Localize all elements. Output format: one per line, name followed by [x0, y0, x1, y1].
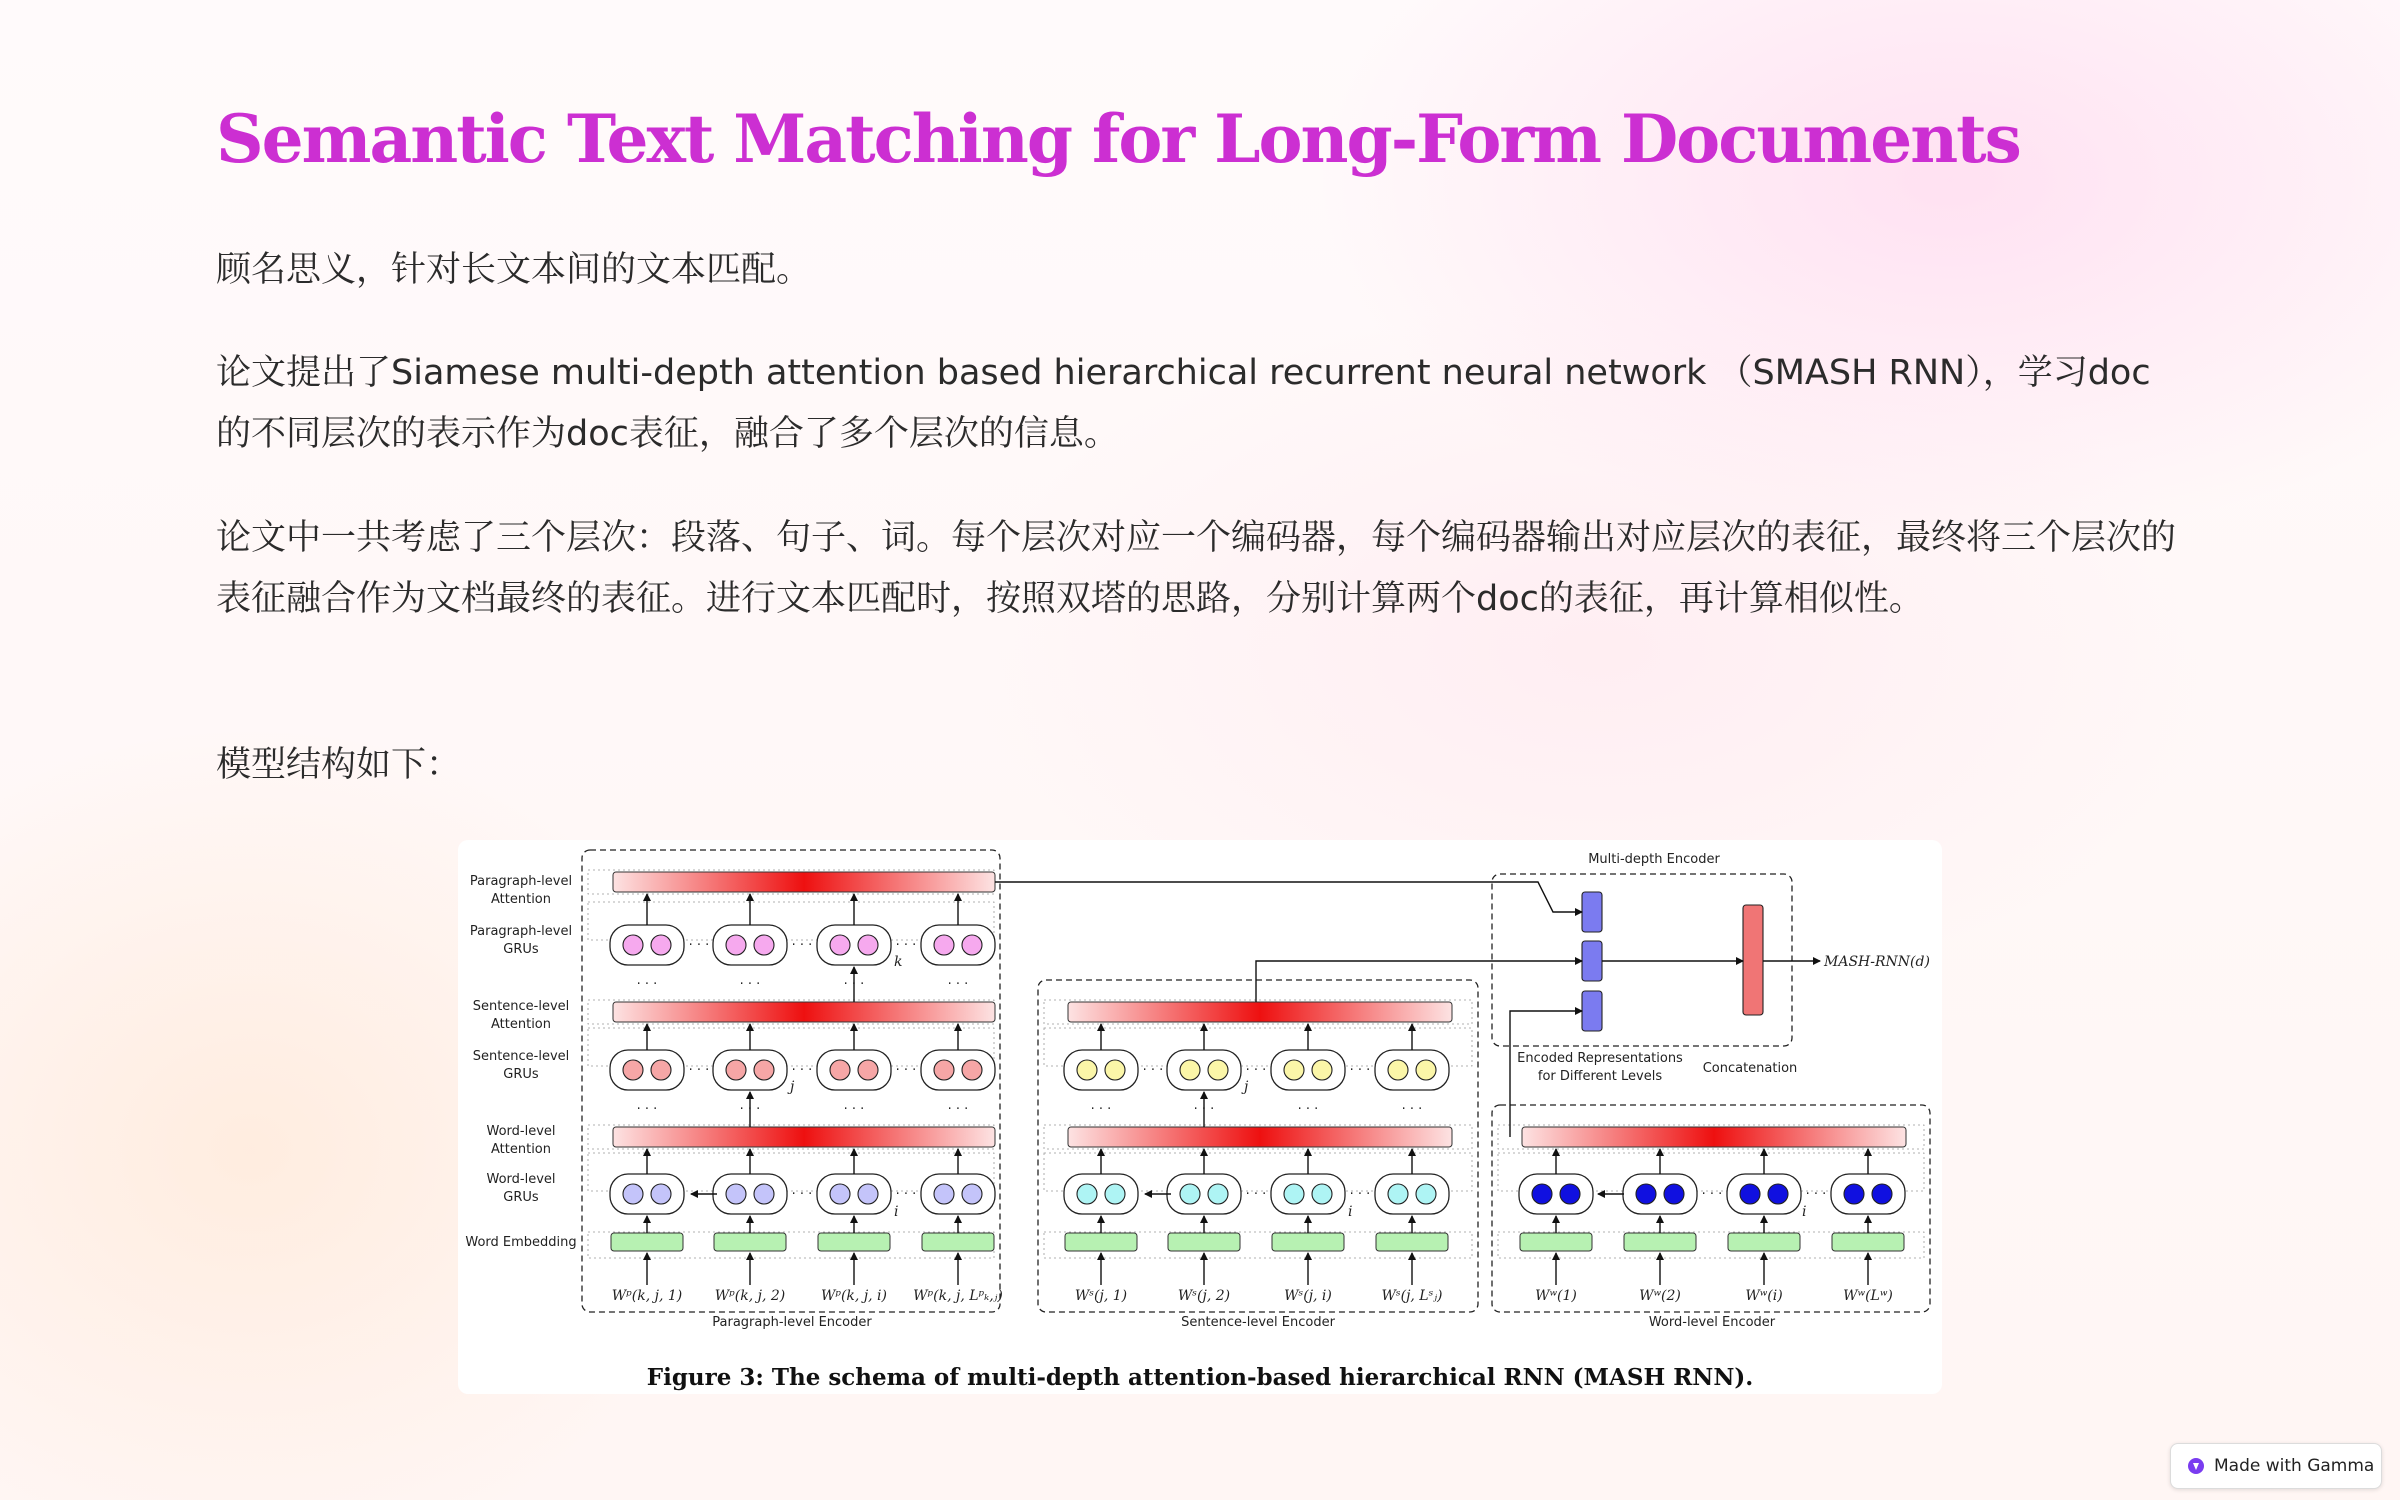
- sentence-gru-p-1-unit-1: [623, 1060, 643, 1080]
- label-sentence-grus-line-2: GRUs: [503, 1067, 539, 1082]
- word-gru-w-2-cell: [1623, 1174, 1697, 1214]
- hdots-s-5: · · ·: [1349, 1187, 1371, 1202]
- sentence-attention-bar-p: [613, 1002, 995, 1022]
- word-gru-s-1-unit-2: [1105, 1184, 1125, 1204]
- embedding-p-4: [922, 1233, 994, 1251]
- word-gru-w-1-unit-1: [1532, 1184, 1552, 1204]
- hdots-p-8: · · ·: [895, 1187, 917, 1202]
- sentence-gru-p-3-unit-2: [858, 1060, 878, 1080]
- hdots-p-5: · · ·: [791, 1063, 813, 1078]
- word-gru-s-1-cell: [1064, 1174, 1138, 1214]
- vdots-p-mid-1: · · ·: [636, 1102, 658, 1117]
- hdots-w-1: · · ·: [1701, 1187, 1723, 1202]
- word-gru-p-2-unit-1: [726, 1184, 746, 1204]
- sentence-gru-p-2-unit-2: [754, 1060, 774, 1080]
- word-gru-s-1-unit-1: [1077, 1184, 1097, 1204]
- label-sentence-attention-line-2: Attention: [491, 1017, 551, 1032]
- level-representation-2: [1582, 941, 1602, 981]
- paragraph-gru-4-cell: [921, 925, 995, 965]
- paragraph-encoder-label: Paragraph-level Encoder: [712, 1315, 872, 1330]
- encoded-representations-label-line-2: for Different Levels: [1537, 1069, 1663, 1084]
- sentence-gru-s-3-cell: [1271, 1050, 1345, 1090]
- embedding-s-3: [1272, 1233, 1344, 1251]
- sentence-gru-s-1-unit-1: [1077, 1060, 1097, 1080]
- paragraph-gru-3-cell: [817, 925, 891, 965]
- hdots-s-4: · · ·: [1245, 1187, 1267, 1202]
- multi-depth-encoder-label: Multi-depth Encoder: [1588, 852, 1720, 867]
- paragraph-gru-3-unit-2: [858, 935, 878, 955]
- hdots-p-6: · · ·: [895, 1063, 917, 1078]
- label-paragraph-grus-line-1: Paragraph-level: [469, 924, 573, 939]
- word-gru-w-2-unit-2: [1664, 1184, 1684, 1204]
- sentence-gru-p-1-unit-2: [651, 1060, 671, 1080]
- hdots-s-3: · · ·: [1349, 1063, 1371, 1078]
- paragraph-intro: 顾名思义，针对长文本间的文本匹配。: [216, 250, 812, 290]
- word-gru-w-4-cell: [1831, 1174, 1905, 1214]
- architecture-diagram: [458, 840, 1942, 1394]
- paragraph-input-2: Wᵖ(k, j, 2): [714, 1288, 786, 1304]
- word-gru-s-4-unit-2: [1416, 1184, 1436, 1204]
- paragraph-input-1: Wᵖ(k, j, 1): [611, 1288, 683, 1304]
- paragraph-gru-1-unit-2: [651, 935, 671, 955]
- word-gru-p-3-cell: [817, 1174, 891, 1214]
- sentence-gru-s-4-cell: [1375, 1050, 1449, 1090]
- hdots-p-4: · · ·: [688, 1063, 710, 1078]
- word-input-3: Wʷ(i): [1745, 1288, 1783, 1304]
- vdots-s-3: · · ·: [1297, 1102, 1319, 1117]
- word-attention-bar-s: [1068, 1127, 1452, 1147]
- paragraph-method: 论文提出了Siamese multi-depth attention based hierarchical recurrent neural network （SMASH RNN），学习doc的不同层次的表示作为doc表征，融合了多个层次的信息。: [216, 353, 2151, 454]
- word-gru-w-3-unit-1: [1740, 1184, 1760, 1204]
- paragraph-gru-2-unit-1: [726, 935, 746, 955]
- vdots-p-mid-3: · · ·: [843, 1102, 865, 1117]
- index-j-p: j: [790, 1079, 795, 1095]
- label-word-embedding: Word Embedding: [465, 1235, 577, 1250]
- sentence-gru-s-3-unit-1: [1284, 1060, 1304, 1080]
- sentence-attention-bar-s: [1068, 1002, 1452, 1022]
- arrow-paragraph-to-multi: [995, 882, 1582, 912]
- badge-label: Made with Gamma: [2214, 1456, 2375, 1476]
- index-j-s: j: [1244, 1079, 1249, 1095]
- word-gru-w-1-cell: [1519, 1174, 1593, 1214]
- word-gru-p-1-cell: [610, 1174, 684, 1214]
- label-paragraph-attention-line-2: Attention: [491, 892, 551, 907]
- sentence-gru-s-3-unit-2: [1312, 1060, 1332, 1080]
- word-gru-s-2-unit-1: [1180, 1184, 1200, 1204]
- embedding-p-1: [611, 1233, 683, 1251]
- sentence-gru-s-1-cell: [1064, 1050, 1138, 1090]
- vdots-p-top-1: · · ·: [636, 977, 658, 992]
- paragraph-attention-bar: [613, 872, 995, 892]
- sentence-gru-p-1-cell: [610, 1050, 684, 1090]
- embedding-s-4: [1376, 1233, 1448, 1251]
- sentence-gru-p-3-cell: [817, 1050, 891, 1090]
- label-paragraph-grus-line-2: GRUs: [503, 942, 539, 957]
- sentence-gru-p-4-cell: [921, 1050, 995, 1090]
- paragraph-gru-3-unit-1: [830, 935, 850, 955]
- embedding-w-4: [1832, 1233, 1904, 1251]
- paragraph-gru-4-unit-2: [962, 935, 982, 955]
- sentence-gru-p-2-cell: [713, 1050, 787, 1090]
- label-word-grus-line-2: GRUs: [503, 1190, 539, 1205]
- hdots-p-3: · · ·: [895, 938, 917, 953]
- output-label: MASH-RNN(d): [1824, 954, 1930, 970]
- word-gru-p-1-unit-2: [651, 1184, 671, 1204]
- word-gru-w-4-unit-2: [1872, 1184, 1892, 1204]
- sentence-input-2: Wˢ(j, 2): [1177, 1288, 1231, 1304]
- sentence-gru-p-4-unit-2: [962, 1060, 982, 1080]
- sentence-gru-p-4-unit-1: [934, 1060, 954, 1080]
- sentence-gru-s-2-unit-2: [1208, 1060, 1228, 1080]
- sentence-gru-s-2-cell: [1167, 1050, 1241, 1090]
- made-with-gamma-badge[interactable]: [2170, 1443, 2382, 1489]
- hdots-p-1: · · ·: [688, 938, 710, 953]
- word-attention-bar-p: [613, 1127, 995, 1147]
- word-gru-s-3-cell: [1271, 1174, 1345, 1214]
- concatenation-block: [1743, 905, 1763, 1015]
- paragraph-input-3: Wᵖ(k, j, i): [820, 1288, 888, 1304]
- word-gru-p-2-cell: [713, 1174, 787, 1214]
- word-gru-p-4-cell: [921, 1174, 995, 1214]
- word-gru-w-2-unit-1: [1636, 1184, 1656, 1204]
- vdots-p-mid-2: · · ·: [739, 1102, 761, 1117]
- embedding-w-2: [1624, 1233, 1696, 1251]
- arrow-sentence-to-multi: [1256, 961, 1582, 1002]
- label-word-attention-line-1: Word-level: [486, 1124, 556, 1139]
- paragraph-levels: 论文中一共考虑了三个层次：段落、句子、词。每个层次对应一个编码器，每个编码器输出对应层次的表征，最终将三个层次的表征融合作为文档最终的表征。进行文本匹配时，按照双塔的思路，分别计算两个doc的表征，再计算相似性。: [216, 518, 2177, 619]
- vdots-p-top-3: · · ·: [843, 977, 865, 992]
- sentence-input-4: Wˢ(j, Lˢⱼ): [1381, 1288, 1443, 1304]
- word-gru-w-1-unit-2: [1560, 1184, 1580, 1204]
- page-title: Semantic Text Matching for Long-Form Documents: [216, 100, 2020, 178]
- paragraph-gru-1-cell: [610, 925, 684, 965]
- index-k: k: [894, 954, 903, 970]
- embedding-s-1: [1065, 1233, 1137, 1251]
- label-paragraph-attention-line-1: Paragraph-level: [469, 874, 573, 889]
- word-gru-s-3-unit-2: [1312, 1184, 1332, 1204]
- word-attention-bar-w: [1522, 1127, 1906, 1147]
- word-input-4: Wʷ(Lʷ): [1843, 1288, 1893, 1304]
- sentence-gru-p-2-unit-1: [726, 1060, 746, 1080]
- paragraph-gru-4-unit-1: [934, 935, 954, 955]
- word-input-2: Wʷ(2): [1639, 1288, 1681, 1304]
- word-gru-p-2-unit-2: [754, 1184, 774, 1204]
- sentence-input-3: Wˢ(j, i): [1284, 1288, 1332, 1304]
- paragraph-gru-2-unit-2: [754, 935, 774, 955]
- hdots-s-2: · · ·: [1245, 1063, 1267, 1078]
- hdots-p-7: · · ·: [791, 1187, 813, 1202]
- sentence-gru-s-4-unit-2: [1416, 1060, 1436, 1080]
- embedding-p-3: [818, 1233, 890, 1251]
- figure-caption: Figure 3: The schema of multi-depth attention-based hierarchical RNN (MASH RNN).: [646, 1364, 1754, 1391]
- sentence-gru-s-1-unit-2: [1105, 1060, 1125, 1080]
- word-gru-w-3-cell: [1727, 1174, 1801, 1214]
- model-architecture-figure: [458, 840, 1942, 1394]
- vdots-p-top-4: · · ·: [947, 977, 969, 992]
- sentence-input-1: Wˢ(j, 1): [1074, 1288, 1128, 1304]
- word-gru-s-4-unit-1: [1388, 1184, 1408, 1204]
- embedding-s-2: [1168, 1233, 1240, 1251]
- vdots-s-1: · · ·: [1090, 1102, 1112, 1117]
- word-gru-s-2-cell: [1167, 1174, 1241, 1214]
- word-gru-s-2-unit-2: [1208, 1184, 1228, 1204]
- sentence-encoder-label: Sentence-level Encoder: [1181, 1315, 1335, 1330]
- vdots-p-mid-4: · · ·: [947, 1102, 969, 1117]
- word-gru-p-1-unit-1: [623, 1184, 643, 1204]
- sentence-gru-s-4-unit-1: [1388, 1060, 1408, 1080]
- word-gru-p-4-unit-1: [934, 1184, 954, 1204]
- paragraph-input-4: Wᵖ(k, j, Lᵖₖ,ⱼ): [913, 1288, 1003, 1304]
- hdots-p-2: · · ·: [791, 938, 813, 953]
- index-i-s: i: [1348, 1204, 1353, 1220]
- word-gru-p-4-unit-2: [962, 1184, 982, 1204]
- label-word-grus-line-1: Word-level: [486, 1172, 556, 1187]
- sentence-gru-p-3-unit-1: [830, 1060, 850, 1080]
- paragraph-gru-2-cell: [713, 925, 787, 965]
- vdots-s-4: · · ·: [1401, 1102, 1423, 1117]
- hdots-w-2: · · ·: [1805, 1187, 1827, 1202]
- word-encoder-label: Word-level Encoder: [1648, 1315, 1776, 1330]
- word-gru-w-3-unit-2: [1768, 1184, 1788, 1204]
- word-gru-p-3-unit-1: [830, 1184, 850, 1204]
- paragraph-gru-1-unit-1: [623, 935, 643, 955]
- embedding-p-2: [714, 1233, 786, 1251]
- label-sentence-grus-line-1: Sentence-level: [472, 1049, 570, 1064]
- vdots-p-top-2: · · ·: [739, 977, 761, 992]
- word-gru-w-4-unit-1: [1844, 1184, 1864, 1204]
- sentence-gru-s-2-unit-1: [1180, 1060, 1200, 1080]
- word-gru-p-3-unit-2: [858, 1184, 878, 1204]
- word-input-1: Wʷ(1): [1535, 1288, 1577, 1304]
- level-representation-1: [1582, 892, 1602, 932]
- embedding-w-3: [1728, 1233, 1800, 1251]
- paragraph-model-structure: 模型结构如下：: [216, 745, 462, 785]
- level-representation-3: [1582, 991, 1602, 1031]
- concatenation-label: Concatenation: [1702, 1061, 1798, 1076]
- vdots-s-2: · · ·: [1193, 1102, 1215, 1117]
- label-word-attention-line-2: Attention: [491, 1142, 551, 1157]
- encoded-representations-label-line-1: Encoded Representations: [1517, 1051, 1683, 1066]
- gamma-logo-icon: [2187, 1457, 2205, 1475]
- label-sentence-attention-line-1: Sentence-level: [472, 999, 570, 1014]
- hdots-s-1: · · ·: [1142, 1063, 1164, 1078]
- word-gru-s-3-unit-1: [1284, 1184, 1304, 1204]
- index-i-p: i: [894, 1204, 899, 1220]
- word-gru-s-4-cell: [1375, 1174, 1449, 1214]
- index-i-w: i: [1802, 1204, 1807, 1220]
- embedding-w-1: [1520, 1233, 1592, 1251]
